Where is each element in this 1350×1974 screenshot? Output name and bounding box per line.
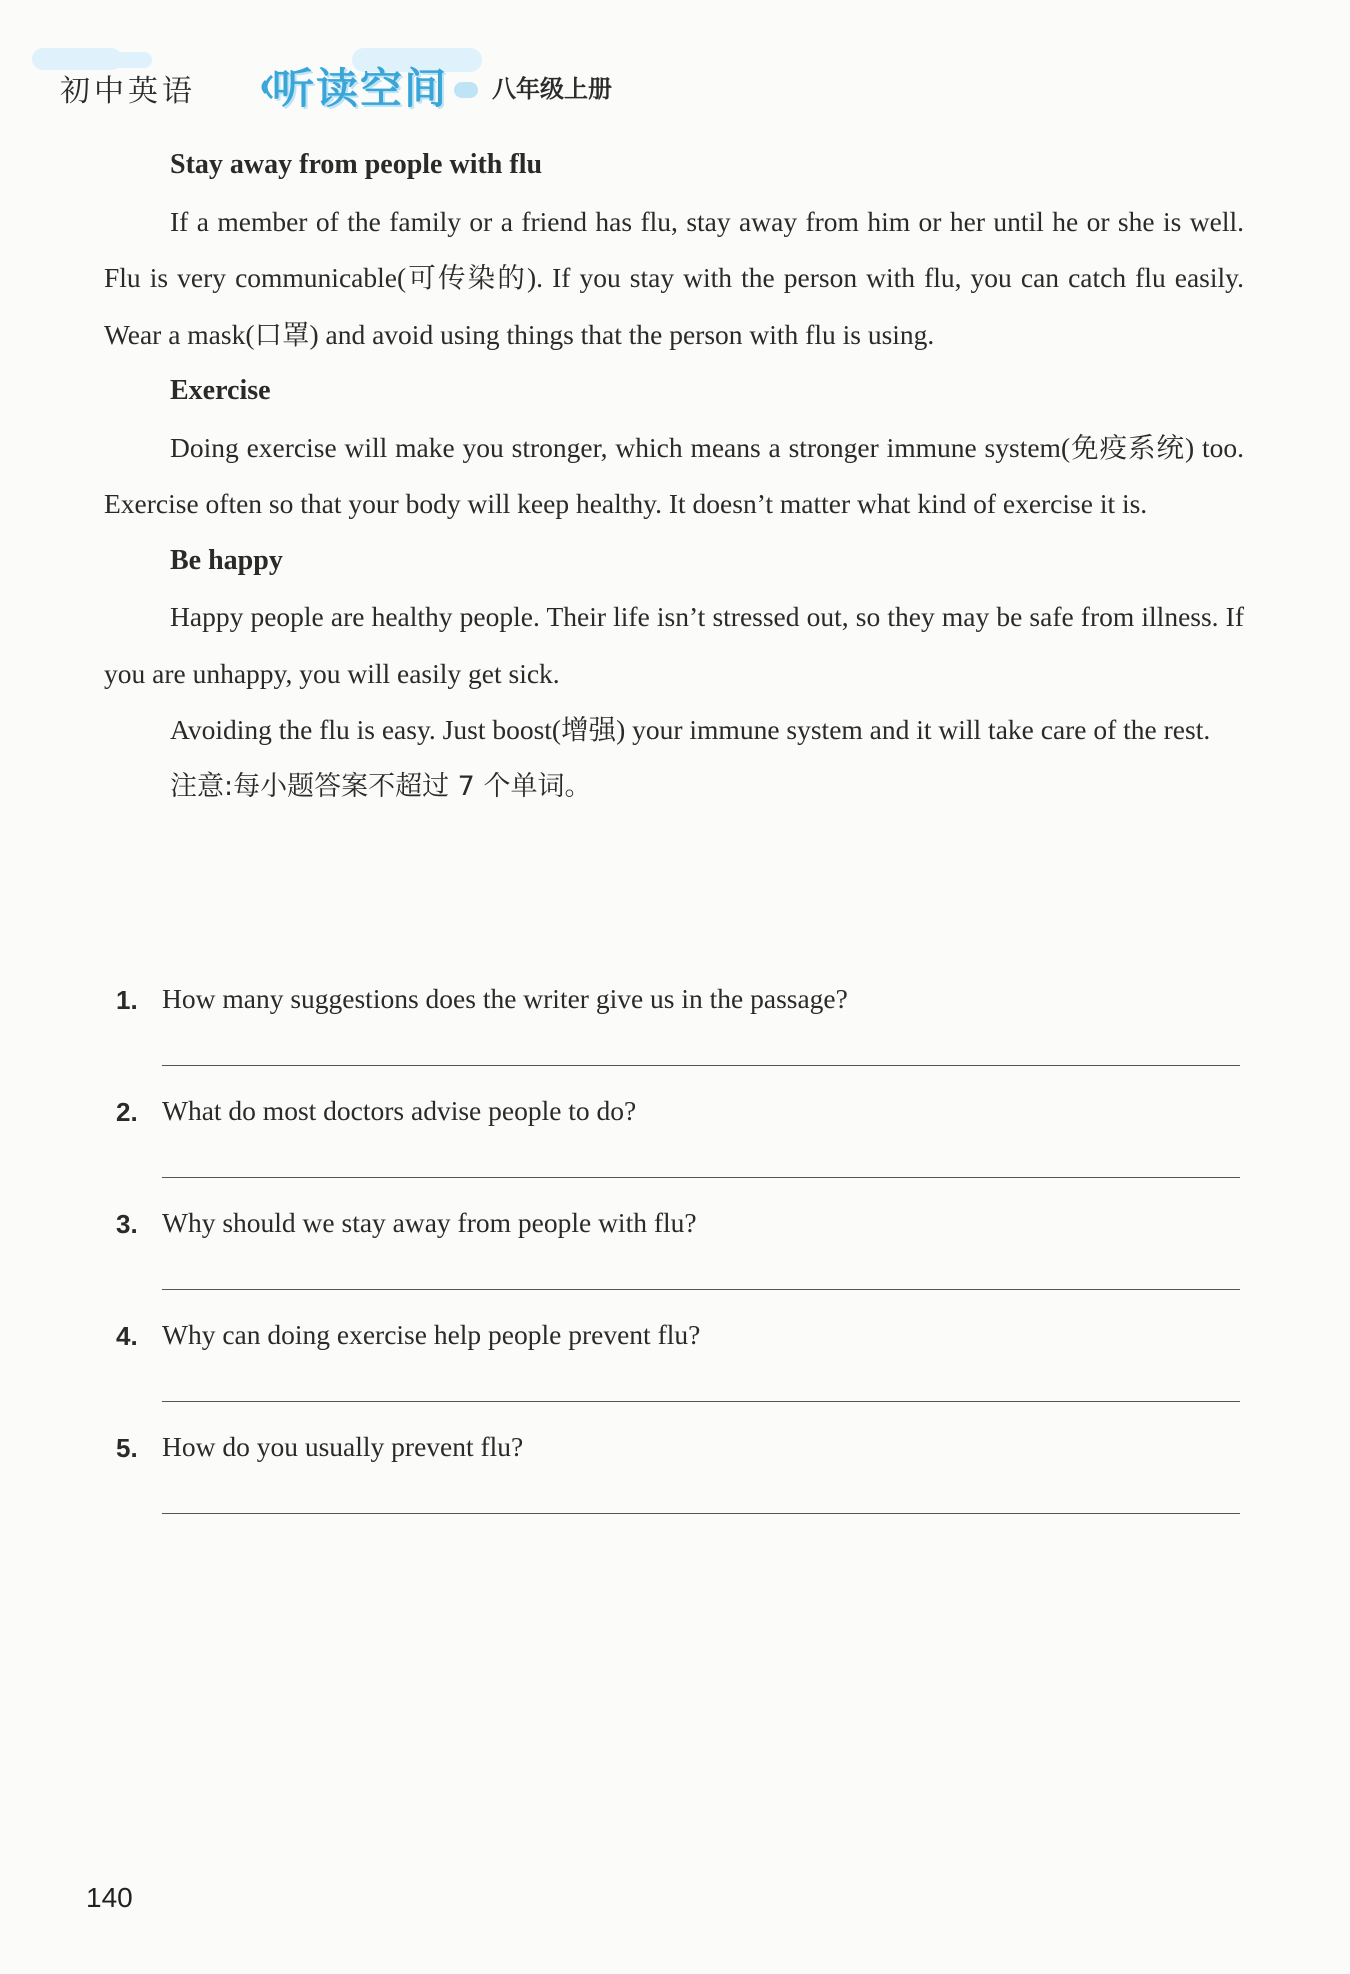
paragraph: Avoiding the flu is easy. Just boost(增强) your immune system and it will take care of the rest. [170, 714, 1211, 745]
answer-line[interactable] [162, 1513, 1240, 1514]
question-text: Why can doing exercise help people prevent flu? [162, 1319, 701, 1350]
question-item [116, 1433, 1240, 1545]
question-number: 4. [116, 1321, 138, 1351]
question-item [116, 985, 1240, 1097]
section-heading: Stay away from people with flu [170, 149, 543, 180]
question-text: What do most doctors advise people to do? [162, 1095, 637, 1126]
question-item [116, 1321, 1240, 1433]
section-heading: Exercise [170, 375, 271, 406]
question-text: How many suggestions does the writer give us in the passage? [162, 983, 848, 1014]
answer-line[interactable] [162, 1289, 1240, 1290]
question-text: Why should we stay away from people with flu? [162, 1207, 697, 1238]
question-item [116, 1209, 1240, 1321]
instruction-note: 注意:每小题答案不超过 7 个单词。 [170, 770, 592, 802]
question-list [116, 985, 1240, 1545]
passage [104, 137, 1244, 815]
page-header [52, 48, 752, 118]
answer-line[interactable] [162, 1177, 1240, 1178]
brand-logo: 听读空间 [272, 64, 449, 113]
question-number: 3. [116, 1209, 138, 1239]
question-number: 1. [116, 985, 138, 1015]
series-title: 初中英语 [60, 74, 196, 109]
cloud-decoration [454, 82, 478, 98]
paragraph: If a member of the family or a friend has flu, stay away from him or her until he or she is well. Flu is very communicable(可传染的). If you stay with the person with flu, you can catch flu easily. Wear a mask(口罩) and avoid using things that the person with flu is using. [104, 205, 1244, 350]
question-item [116, 1097, 1240, 1209]
question-text: How do you usually prevent flu? [162, 1431, 524, 1462]
page-number: 140 [86, 1882, 133, 1913]
question-number: 2. [116, 1097, 138, 1127]
paragraph: Happy people are healthy people. Their life isn’t stressed out, so they may be safe from illness. If you are unhappy, you will easily get sick. [104, 601, 1244, 689]
question-number: 5. [116, 1433, 138, 1463]
paragraph: Doing exercise will make you stronger, which means a stronger immune system(免疫系统) too. Exercise often so that your body will keep healthy. It doesn’t matter what kind of exercise it is. [104, 431, 1244, 519]
answer-line[interactable] [162, 1401, 1240, 1402]
grade-label: 八年级上册 [492, 75, 612, 103]
section-heading: Be happy [170, 544, 283, 576]
answer-line[interactable] [162, 1065, 1240, 1066]
